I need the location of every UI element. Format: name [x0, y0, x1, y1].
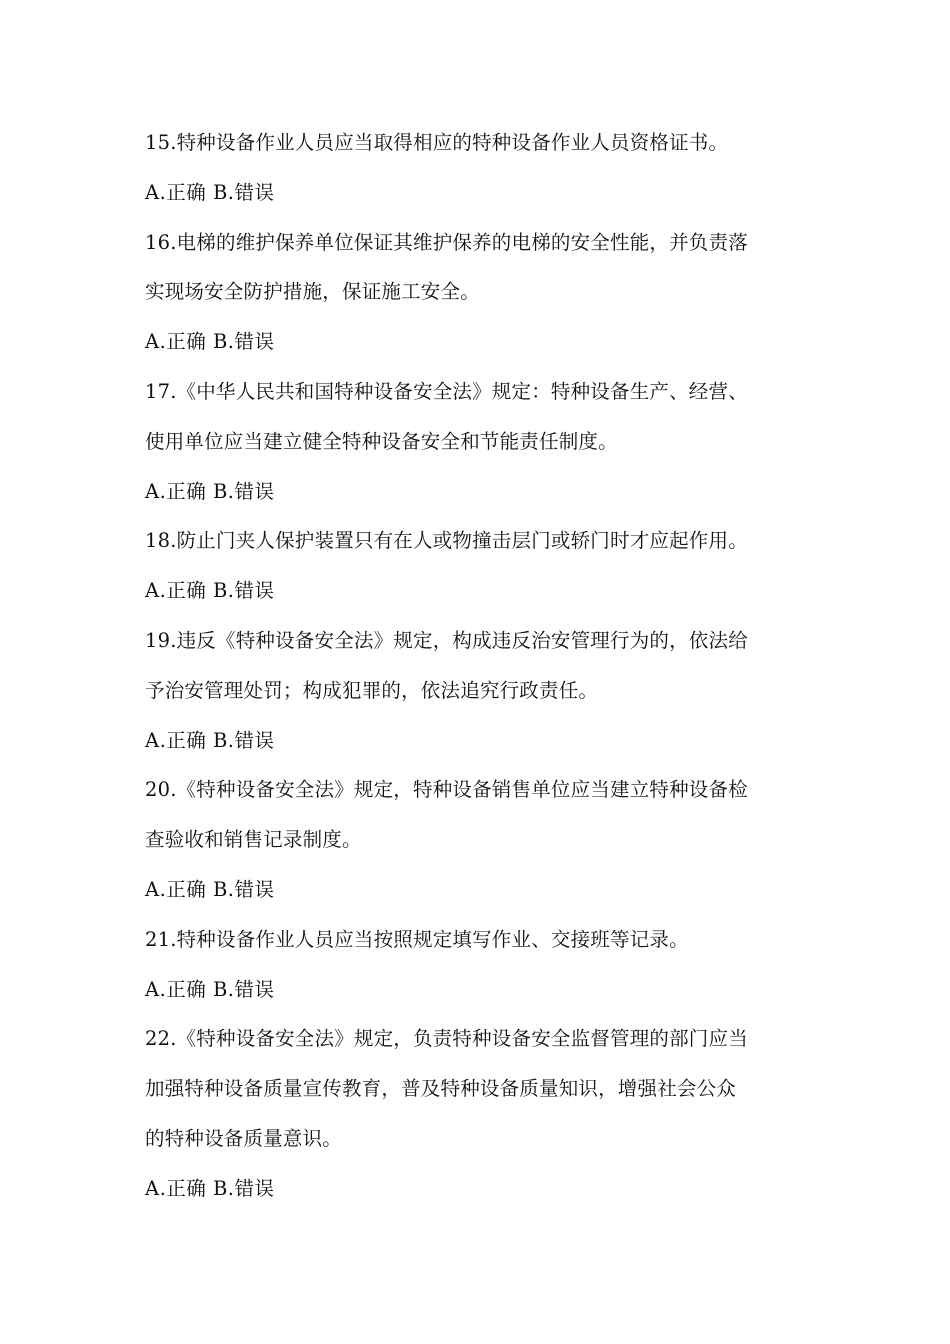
question-text: 15.特种设备作业人员应当取得相应的特种设备作业人员资格证书。: [145, 131, 729, 154]
question-text: 22.《特种设备安全法》规定，负责特种设备安全监督管理的部门应当: [145, 1027, 748, 1051]
answer-options: A.正确 B.错误: [145, 479, 275, 503]
question-22: [145, 1014, 810, 1213]
question-text: 16.电梯的维护保养单位保证其维护保养的电梯的安全性能，并负责落: [145, 230, 748, 254]
question-17: [145, 367, 810, 516]
question-text: 18.防止门夹人保护装置只有在人或物撞击层门或轿门时才应起作用。: [145, 529, 748, 553]
question-text: 加强特种设备质量宣传教育，普及特种设备质量知识，增强社会公众: [145, 1077, 737, 1101]
question-text: 的特种设备质量意识。: [145, 1126, 343, 1150]
answer-options: A.正确 B.错误: [145, 180, 275, 204]
question-15: [145, 118, 810, 218]
answer-options: A.正确 B.错误: [145, 977, 275, 1001]
question-text: 予治安管理处罚；构成犯罪的，依法追究行政责任。: [145, 678, 599, 702]
question-text: 17.《中华人民共和国特种设备安全法》规定：特种设备生产、经营、: [145, 379, 748, 403]
question-text: 20.《特种设备安全法》规定，特种设备销售单位应当建立特种设备检: [145, 778, 748, 802]
document-page: [145, 118, 810, 1214]
answer-options: A.正确 B.错误: [145, 728, 275, 752]
question-text: 实现场安全防护措施，保证施工安全。: [145, 280, 480, 304]
question-text: 查验收和销售记录制度。: [145, 828, 362, 852]
question-16: [145, 218, 810, 367]
question-21: [145, 915, 810, 1015]
question-text: 19.违反《特种设备安全法》规定，构成违反治安管理行为的，依法给: [145, 628, 748, 652]
question-text: 21.特种设备作业人员应当按照规定填写作业、交接班等记录。: [145, 927, 689, 951]
question-20: [145, 765, 810, 914]
question-19: [145, 616, 810, 765]
question-text: 使用单位应当建立健全特种设备安全和节能责任制度。: [145, 429, 618, 453]
question-18: [145, 516, 810, 616]
answer-options: A.正确 B.错误: [145, 1176, 275, 1200]
answer-options: A.正确 B.错误: [145, 579, 275, 603]
answer-options: A.正确 B.错误: [145, 330, 275, 354]
answer-options: A.正确 B.错误: [145, 877, 275, 901]
